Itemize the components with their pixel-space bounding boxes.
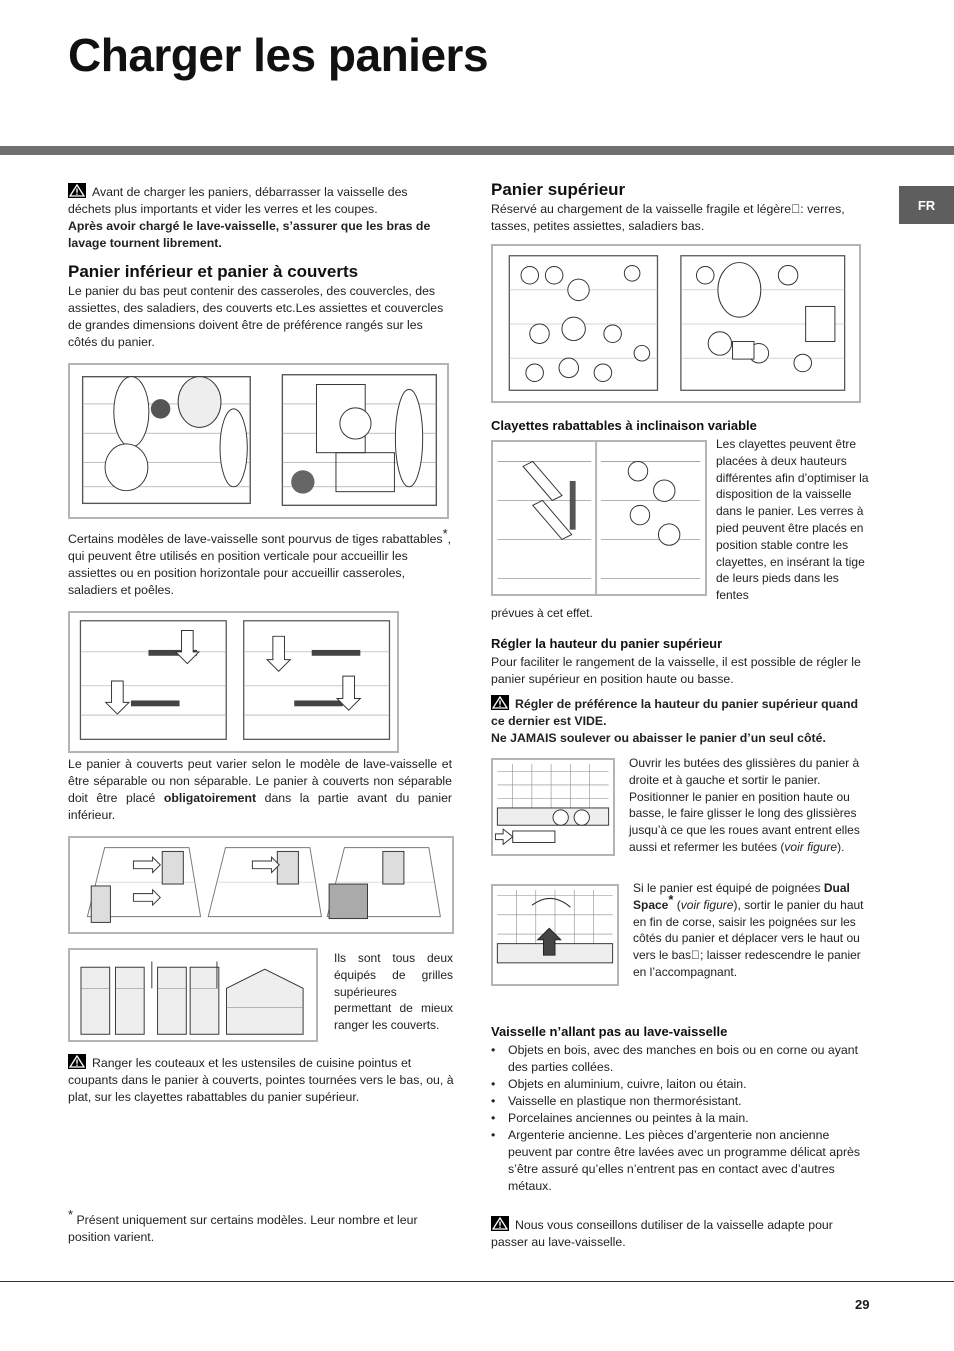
dual-space-illustration (493, 886, 617, 984)
dual-space-text: Si le panier est équipé de poignées Dual Space* (voir figure), sortir le panier du haut en fin de corse, saisir les poignées sur les côtés du panier et déplacer vers le haut ou vers le bas ; laisser redescendre le panier en l’accompagnant. (633, 881, 864, 979)
warning-triangle-icon (68, 183, 86, 198)
tines-paragraph (68, 525, 452, 599)
lower-basket-illustration (70, 365, 447, 517)
tines-text-start: Certains modèles de lave-vaisselle sont pourvus de tiges rabattables (68, 532, 443, 546)
intro-paragraph (68, 183, 452, 252)
intro-bold-text: Après avoir chargé le lave-vaisselle, s’assurer que les bras de lavage tournent librement. (68, 219, 431, 250)
stops-text-end: ). (837, 839, 845, 854)
height-warning-line-1: Régler de préférence la hauteur du panier supérieur quand ce dernier est VIDE. (491, 697, 859, 728)
warning-triangle-icon (491, 695, 509, 710)
advice-text: Nous vous conseillons dutiliser de la vaisselle adapte pour passer au lave-vaisselle. (491, 1218, 833, 1249)
upper-basket-figure (491, 244, 861, 403)
list-item: • Objets en bois, avec des manches en bois ou en corne ou ayant des parties collées. (491, 1042, 869, 1076)
racks-text-end: prévues à cet effet. (491, 606, 593, 620)
height-warning (491, 695, 871, 747)
racks-heading: Clayettes rabattables à inclinaison variable (491, 418, 757, 433)
racks-figure (491, 440, 707, 596)
lower-basket-heading: Panier inférieur et panier à couverts (68, 262, 359, 281)
warning-triangle-icon (68, 1054, 86, 1069)
dual-asterisk: * (668, 891, 674, 907)
cutlery-position-illustration (70, 838, 452, 932)
advice-paragraph (491, 1216, 871, 1251)
cutlery-position-figure (68, 836, 454, 934)
list-item: • Argenterie ancienne. Les pièces d’argenterie non ancienne peuvent par contre être lavées avec un programme délicat après s’être assuré qu’elles n’entrent pas en contact avec d’autres métaux. (491, 1127, 869, 1195)
dual-text-start: Si le panier est équipé de poignées (633, 881, 821, 895)
lower-basket-text: Le panier du bas peut contenir des casseroles, des couvercles, des assiettes, des saladiers, des couverts etc.Les assiettes et couvercles de grandes dimensions doivent être de préférence rangés sur les côtés du panier. (68, 284, 444, 349)
racks-text: Les clayettes peuvent être placées à deux hauteurs différentes afin d’optimiser la disposition de la vaisselle dans le panier. Les verres à pied peuvent être placés en position stable contre les clayettes, en insérant la tige de leurs pieds dans les fentes (716, 437, 869, 603)
see-figure-text-2: voir figure (680, 897, 734, 912)
not-dishwasher-list (491, 1042, 869, 1195)
dual-text-end: ), sortir le panier du haut en fin de corse, saisir les poignées sur les côtés du panier et déplacer vers le haut ou vers le bas ; laisser redescendre le panier en l’accompagnant. (633, 897, 864, 979)
cutlery-text-end: dans la partie avant du panier inférieur. (68, 791, 453, 822)
height-warning-line-2: Ne JAMAIS soulever ou abaisser le panier d’un seul côté. (491, 731, 826, 745)
dual-space-bold: Dual Space (633, 881, 850, 912)
asterisk-mark: * (442, 525, 448, 541)
cutlery-paragraph (68, 756, 452, 824)
cutlery-bold-text: obligatoirement (163, 791, 257, 805)
stops-text-start: Ouvrir les butées des glissières du panier à droite et à gauche et sortir le panier. Positionner le panier en position haute ou basse, le faire glisser le long des glissières jusqu’à ce que les roues avant entrent elles aussi et refermer les butées ( (629, 756, 860, 854)
footer-divider (0, 1281, 954, 1282)
tines-text-end: , qui peuvent être utilisés en position verticale pour accueillir les assiettes ou en position horizontale pour accueillir casseroles, saladiers et poêles. (68, 532, 452, 597)
language-tab: FR (899, 186, 954, 224)
not-dishwasher-heading: Vaisselle n’allant pas au lave-vaisselle (491, 1024, 728, 1039)
stops-illustration (493, 760, 613, 854)
list-item: • Vaisselle en plastique non thermorésistant. (491, 1093, 869, 1110)
intro-text: Avant de charger les paniers, débarrasser la vaisselle des déchets plus importants et vider les verres et les coupes. (68, 185, 408, 216)
list-item: • Objets en aluminium, cuivre, laiton ou étain. (491, 1076, 869, 1093)
page-number: 29 (855, 1297, 870, 1312)
page-title: Charger les paniers (68, 29, 489, 81)
tines-illustration (70, 613, 397, 751)
lower-basket-figure (68, 363, 449, 519)
cutlery-grids-illustration (70, 950, 316, 1040)
height-text: Pour faciliter le rangement de la vaisselle, il est possible de régler le panier supérieur en position haute ou basse. (491, 655, 861, 686)
header-divider-bar (0, 146, 954, 155)
see-figure-text: voir figure (784, 839, 838, 854)
tines-figure (68, 611, 399, 753)
upper-basket-text: Réservé au chargement de la vaisselle fragile et légère : verres, tasses, petites assiettes, saladiers bas. (491, 202, 845, 233)
footnote (68, 1206, 452, 1246)
upper-basket-heading: Panier supérieur (491, 180, 626, 199)
footnote-asterisk: * (68, 1206, 74, 1222)
stops-text (629, 755, 869, 856)
knives-paragraph (68, 1054, 456, 1106)
footnote-text: Présent uniquement sur certains modèles. Leur nombre et leur position varient. (68, 1213, 418, 1244)
cutlery-grids-figure (68, 948, 318, 1042)
upper-basket-illustration (493, 246, 859, 401)
height-heading: Régler la hauteur du panier supérieur (491, 636, 723, 651)
stops-figure (491, 758, 615, 856)
racks-illustration (493, 442, 705, 594)
cutlery-text-start: Le panier à couverts peut varier selon le modèle de lave-vaisselle et être séparable ou non séparable. Le panier à couverts non séparable doit être placé (68, 757, 452, 805)
warning-triangle-icon (491, 1216, 509, 1231)
list-item: • Porcelaines anciennes ou peintes à la main. (491, 1110, 869, 1127)
grids-text: Ils sont tous deux équipés de grilles supérieures permettant de mieux ranger les couverts. (334, 951, 453, 1033)
knives-text: Ranger les couteaux et les ustensiles de cuisine pointus et coupants dans le panier à couverts, pointes tournées vers le bas, ou, à plat, sur les clayettes rabattables du panier supérieur. (68, 1056, 454, 1104)
dual-space-figure (491, 884, 619, 986)
